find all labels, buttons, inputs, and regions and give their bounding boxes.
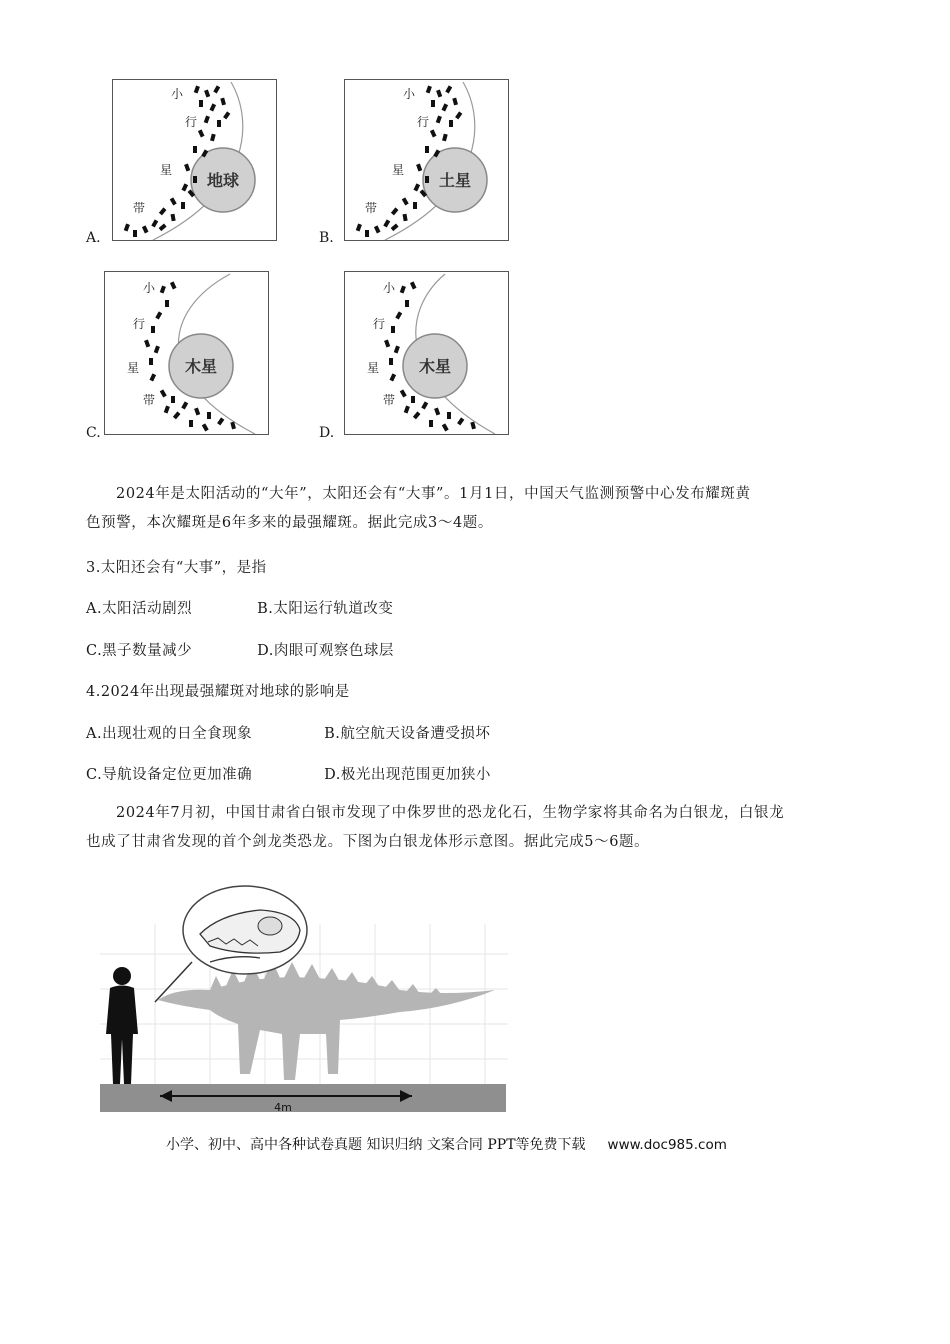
belt-char: 行 — [185, 115, 198, 129]
intro-paragraph-2 — [86, 799, 866, 857]
option-b: B.太阳运行轨道改变 — [257, 601, 394, 617]
belt-char: 带 — [365, 201, 378, 215]
figure-option-a — [112, 79, 277, 241]
question-4-options-row-2 — [86, 763, 491, 784]
option-label: D. — [319, 425, 335, 441]
planet-label: 土星 — [438, 171, 472, 190]
belt-char: 行 — [133, 317, 146, 331]
footer-url[interactable]: www.doc985.com — [607, 1137, 727, 1153]
text-line: 色预警，本次耀斑是6年多来的最强耀斑。据此完成3～4题。 — [86, 515, 493, 531]
option-label: C. — [86, 425, 101, 441]
question-3-options-row-1 — [86, 597, 393, 618]
figure-option-c — [104, 271, 269, 435]
belt-char: 小 — [171, 87, 184, 101]
planet-label: 木星 — [418, 357, 452, 376]
planet-label: 木星 — [184, 357, 218, 376]
text-line: 2024年7月初，中国甘肃省白银市发现了中侏罗世的恐龙化石，生物学家将其命名为白银龙，白银龙 — [116, 805, 785, 821]
option-a: A.太阳活动剧烈 — [86, 601, 193, 617]
footer-text: 小学、初中、高中各种试卷真题 知识归纳 文案合同 PPT等免费下载 — [166, 1137, 586, 1153]
human-silhouette — [106, 967, 138, 1084]
question-4-options-row-1 — [86, 722, 490, 743]
belt-char: 带 — [143, 393, 156, 407]
option-label: A. — [86, 230, 101, 246]
scale-label: 4m — [274, 1101, 292, 1114]
figure-option-b — [344, 79, 509, 241]
belt-char: 小 — [403, 87, 416, 101]
option-d: D.肉眼可观察色球层 — [257, 643, 394, 659]
belt-char: 星 — [127, 361, 140, 375]
belt-char: 星 — [367, 361, 380, 375]
option-label: B. — [319, 230, 334, 246]
belt-char: 行 — [417, 115, 430, 129]
belt-char: 星 — [160, 163, 173, 177]
belt-char: 小 — [383, 281, 396, 295]
text-line: 2024年是太阳活动的“大年”，太阳还会有“大事”。1月1日，中国天气监测预警中心发布耀斑黄 — [116, 486, 751, 502]
intro-paragraph-1 — [86, 480, 866, 538]
question-3-options-row-2 — [86, 639, 394, 660]
belt-char: 行 — [373, 317, 386, 331]
belt-char: 小 — [143, 281, 156, 295]
dinosaur-silhouette — [158, 960, 495, 1080]
option-b: B.航空航天设备遭受损坏 — [324, 726, 491, 742]
dinosaur-size-figure — [100, 884, 508, 1114]
page-footer — [166, 1134, 727, 1154]
belt-char: 带 — [383, 393, 396, 407]
option-d: D.极光出现范围更加狭小 — [324, 767, 491, 783]
option-c: C.导航设备定位更加准确 — [86, 767, 253, 783]
option-c: C.黑子数量减少 — [86, 643, 193, 659]
question-4-stem: 4.2024年出现最强耀斑对地球的影响是 — [86, 684, 350, 700]
figure-option-d — [344, 271, 509, 435]
text-line: 也成了甘肃省发现的首个剑龙类恐龙。下图为白银龙体形示意图。据此完成5～6题。 — [86, 834, 650, 850]
belt-char: 星 — [392, 163, 405, 177]
planet-label: 地球 — [206, 171, 240, 190]
belt-char: 带 — [133, 201, 146, 215]
question-3-stem: 3.太阳还会有“大事”，是指 — [86, 560, 267, 576]
option-a: A.出现壮观的日全食现象 — [86, 726, 253, 742]
